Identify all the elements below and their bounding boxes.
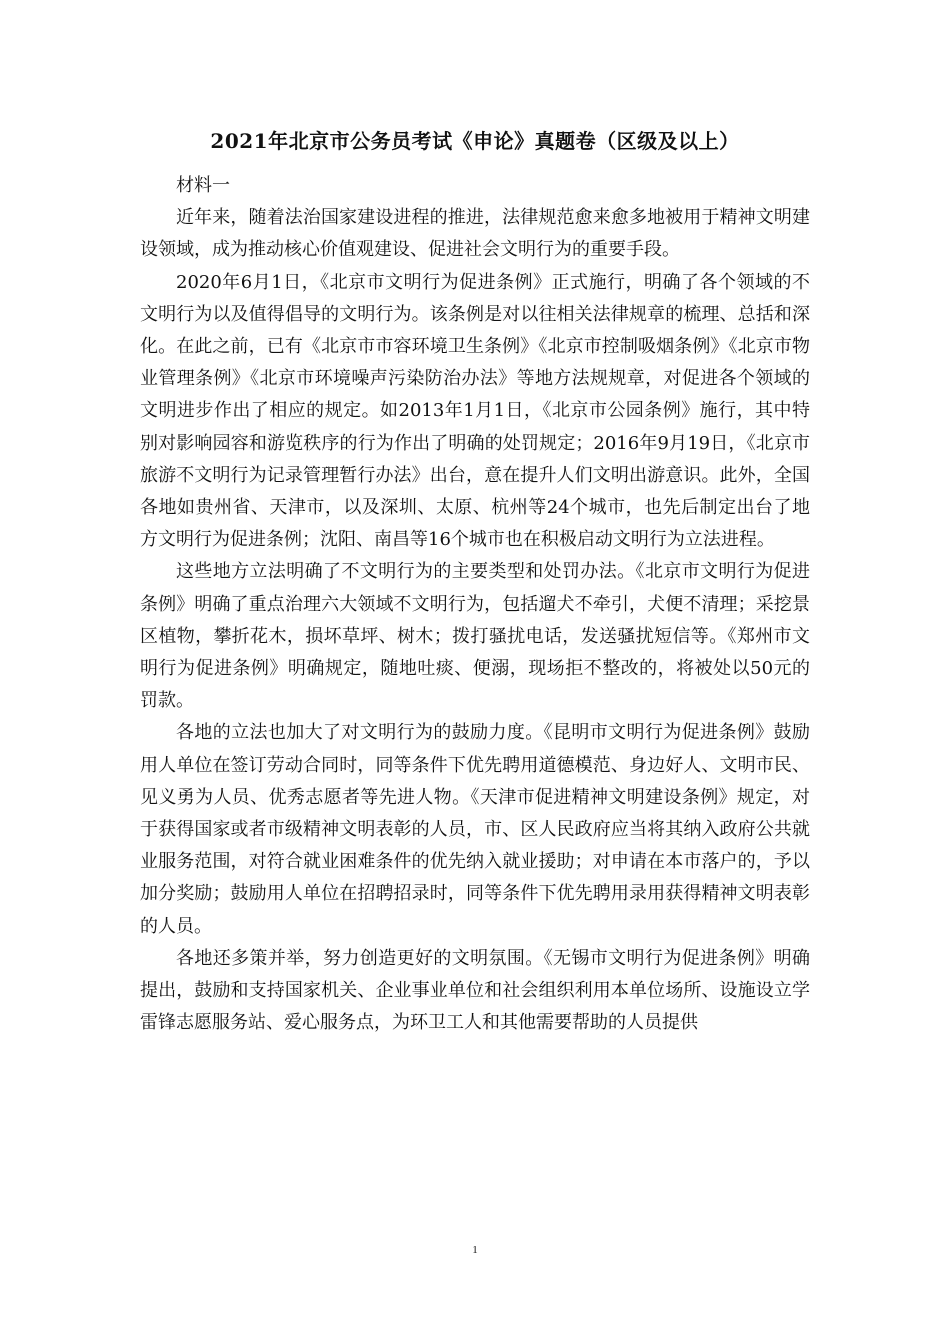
paragraph-3: 这些地方立法明确了不文明行为的主要类型和处罚办法。《北京市文明行为促进条例》明确了重点治理六大领域不文明行为，包括遛犬不牵引，犬便不清理；采挖景区植物，攀折花木，损坏草坪、树木；拨打骚扰电话，发送骚扰短信等。《郑州市文明行为促进条例》明确规定，随地吐痰、便溺，现场拒不整改的，将被处以50元的罚款。 <box>140 561 810 712</box>
section-label: 材料一 <box>176 175 230 196</box>
page-number: 1 <box>472 1244 478 1256</box>
paragraph-5: 各地还多策并举，努力创造更好的文明氛围。《无锡市文明行为促进条例》明确提出，鼓励和支持国家机关、企业事业单位和社会组织利用本单位场所、设施设立学雷锋志愿服务站、爱心服务点，为环卫工人和其他需要帮助的人员提供 <box>140 947 810 1034</box>
paragraph-1: 近年来，随着法治国家建设进程的推进，法律规范愈来愈多地被用于精神文明建设领域，成为推动核心价值观建设、促进社会文明行为的重要手段。 <box>140 207 810 261</box>
paragraph-2: 2020年6月1日，《北京市文明行为促进条例》正式施行，明确了各个领域的不文明行为以及值得倡导的文明行为。该条例是对以往相关法律规章的梳理、总括和深化。在此之前，已有《北京市市容环境卫生条例》《北京市控制吸烟条例》《北京市物业管理条例》《北京市环境噪声污染防治办法》等地方法规规章，对促进各个领域的文明进步作出了相应的规定。如2013年1月1日，《北京市公园条例》施行，其中特别对影响园容和游览秩序的行为作出了明确的处罚规定；2016年9月19日，《北京市旅游不文明行为记录管理暂行办法》出台，意在提升人们文明出游意识。此外，全国各地如贵州省、天津市，以及深圳、太原、杭州等24个城市，也先后制定出台了地方文明行为促进条例；沈阳、南昌等16个城市也在积极启动文明行为立法进程。 <box>140 271 810 551</box>
paragraph-4: 各地的立法也加大了对文明行为的鼓励力度。《昆明市文明行为促进条例》鼓励用人单位在签订劳动合同时，同等条件下优先聘用道德模范、身边好人、文明市民、见义勇为人员、优秀志愿者等先进人物。《天津市促进精神文明建设条例》规定，对于获得国家或者市级精神文明表彰的人员，市、区人民政府应当将其纳入政府公共就业服务范围，对符合就业困难条件的优先纳入就业援助；对申请在本市落户的，予以加分奖励；鼓励用人单位在招聘招录时，同等条件下优先聘用录用获得精神文明表彰的人员。 <box>140 722 810 937</box>
document-body <box>140 170 810 1039</box>
document-title: 2021年北京市公务员考试《申论》真题卷（区级及以上） <box>210 129 740 153</box>
